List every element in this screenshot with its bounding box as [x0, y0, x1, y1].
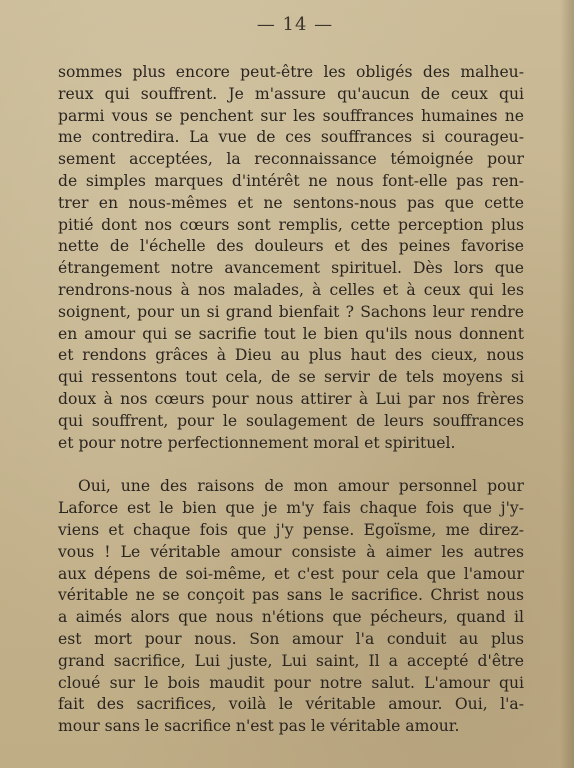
paragraph-1-line-1: sommes plus encore peut-être les obligés des malheu-	[58, 63, 524, 81]
paragraph-1-line-3: parmi vous se penchent sur les souffrances humaines ne	[58, 106, 524, 125]
page-edge-shadow	[560, 0, 574, 768]
paragraph-1	[58, 62, 524, 454]
paragraph-1-line-4: me contredira. La vue de ces souffrances si courageu-	[58, 128, 524, 147]
paragraph-1-line-10: étrangement notre avancement spirituel. Dès lors que	[58, 259, 524, 278]
paragraph-1-line-17: qui souffrent, pour le soulagement de leurs souffrances	[58, 411, 524, 430]
paragraph-gap	[58, 454, 524, 476]
paragraph-1-line-18: et pour notre perfectionnement moral et spirituel.	[58, 433, 456, 452]
paragraph-2-line-1: Oui, une des raisons de mon amour personnel pour	[78, 477, 524, 496]
paragraph-2-line-11: fait des sacrifices, voilà le véritable amour. Oui, l'a-	[58, 695, 524, 714]
paragraph-2-line-3: viens et chaque fois que j'y pense. Egoïsme, me direz-	[58, 520, 524, 539]
paragraph-2-line-5: aux dépens de soi-même, et c'est pour cela que l'amour	[58, 564, 524, 583]
paragraph-1-line-9: nette de l'échelle des douleurs et des peines favorise	[58, 237, 524, 256]
paragraph-1-line-8: pitié dont nos cœurs sont remplis, cette perception plus	[58, 215, 524, 234]
paragraph-1-line-6: de simples marques d'intérêt ne nous font-elle pas ren-	[58, 171, 524, 190]
paragraph-2-line-6: véritable ne se conçoit pas sans le sacrifice. Christ nous	[58, 586, 524, 605]
text-block	[58, 62, 524, 738]
paragraph-1-line-11: rendrons-nous à nos malades, à celles et à ceux qui les	[58, 280, 524, 299]
paragraph-2-line-10: cloué sur le bois maudit pour notre salut. L'amour qui	[58, 673, 524, 692]
paragraph-1-line-14: et rendons grâces à Dieu au plus haut des cieux, nous	[58, 346, 524, 365]
paragraph-2-line-7: a aimés alors que nous n'étions que pécheurs, quand il	[58, 608, 524, 627]
paragraph-2-line-12: mour sans le sacrifice n'est pas le véritable amour.	[58, 717, 460, 736]
paragraph-1-line-2: reux qui souffrent. Je m'assure qu'aucun de ceux qui	[58, 84, 524, 103]
page-number: — 14 —	[256, 14, 334, 35]
paragraph-1-line-7: trer en nous-mêmes et ne sentons-nous pas que cette	[58, 193, 524, 212]
paragraph-2-line-4: vous ! Le véritable amour consiste à aimer les autres	[58, 542, 524, 561]
paragraph-2-line-9: grand sacrifice, Lui juste, Lui saint, Il a accepté d'être	[58, 651, 524, 670]
paragraph-2-line-8: est mort pour nous. Son amour l'a conduit au plus	[58, 629, 524, 648]
paragraph-1-line-16: doux à nos cœurs pour nous attirer à Lui par nos frères	[58, 389, 524, 408]
paragraph-1-line-13: en amour qui se sacrifie tout le bien qu'ils nous donnent	[58, 324, 524, 343]
paragraph-2	[58, 476, 524, 738]
paragraph-2-line-2: Laforce est le bien que je m'y fais chaque fois que j'y-	[58, 499, 524, 518]
paragraph-1-line-5: sement acceptées, la reconnaissance témoignée pour	[58, 150, 524, 169]
paragraph-1-line-12: soignent, pour un si grand bienfait ? Sachons leur rendre	[58, 302, 524, 321]
paragraph-1-line-15: qui ressentons tout cela, de se servir de tels moyens si	[58, 368, 524, 387]
